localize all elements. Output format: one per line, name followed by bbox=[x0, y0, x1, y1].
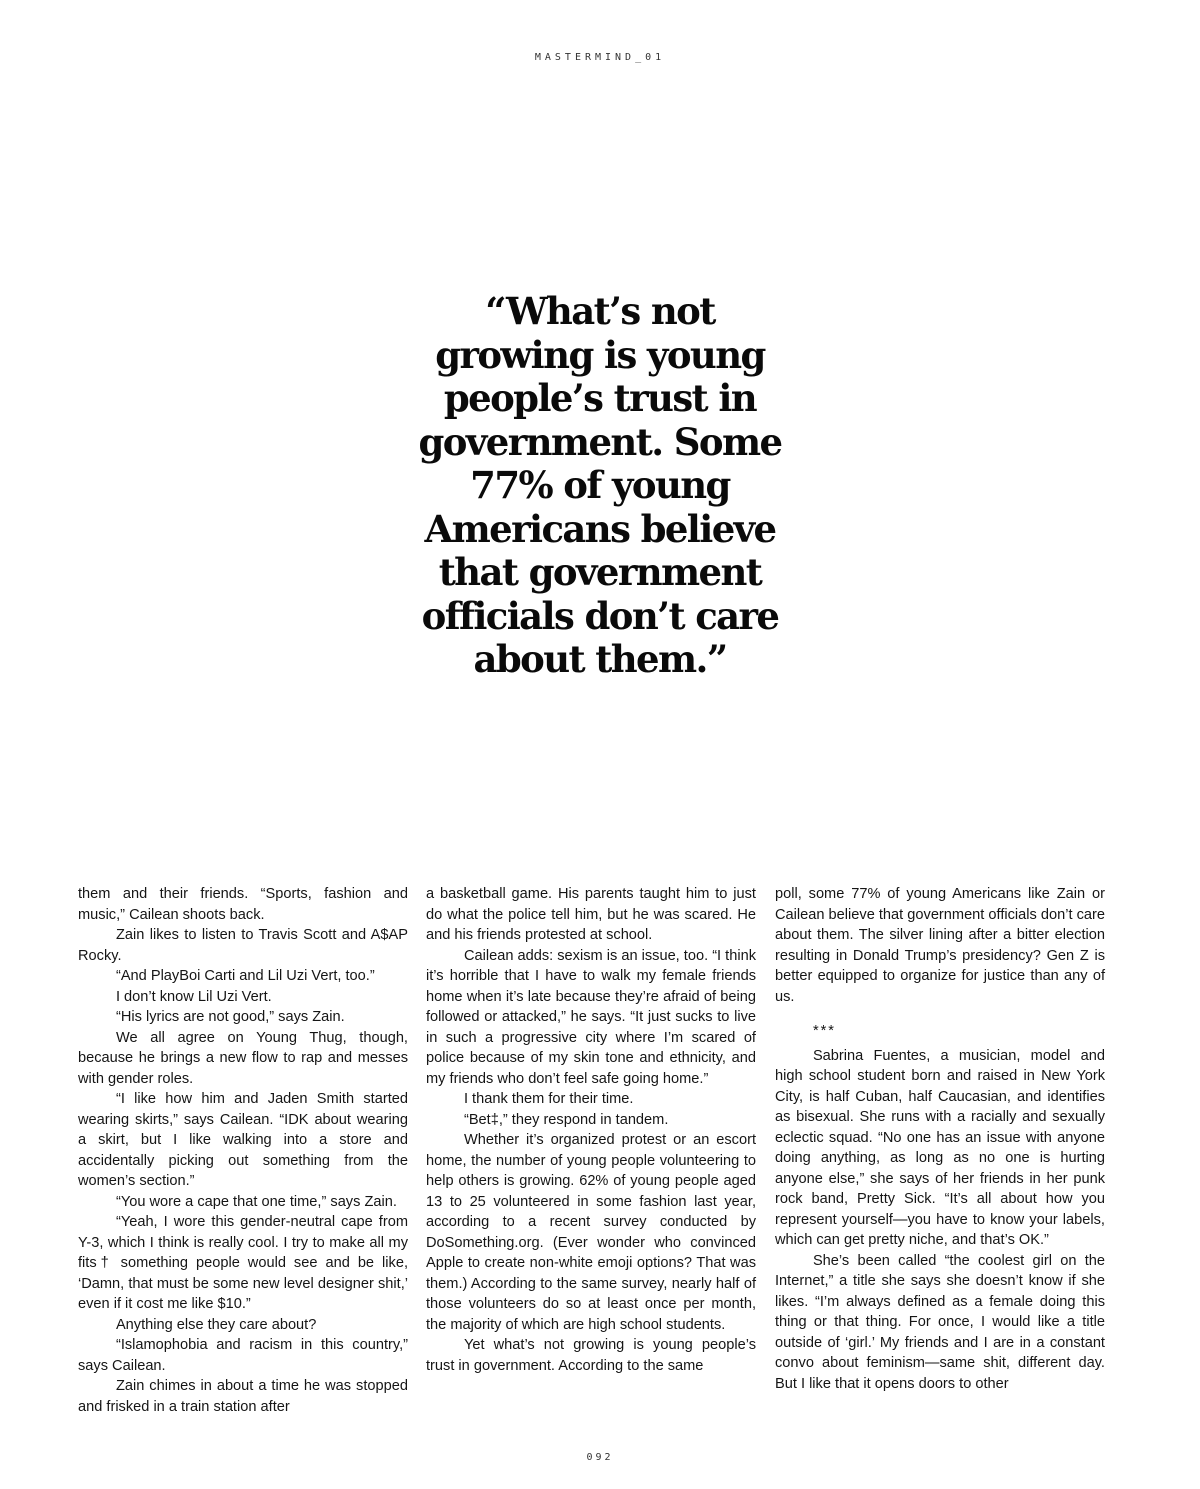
paragraph: a basketball game. His parents taught him to just do what the police tell him, but he was scared. He and his friends protested at school. bbox=[426, 886, 756, 943]
running-head: MASTERMIND_01 bbox=[534, 52, 666, 63]
paragraph: She’s been called “the coolest girl on the Internet,” a title she says she doesn’t know if she likes. “I’m always defined as a female doing this thing or that thing. For once, I would like a title outside of ‘girl.’ My friends and I are in a constant convo about feminism—same shit, different day. But I like that it opens doors to other bbox=[775, 1252, 1105, 1392]
pull-quote-line: growing is young bbox=[435, 332, 765, 377]
paragraph: “Islamophobia and racism in this country,” says Cailean. bbox=[78, 1337, 408, 1374]
paragraph: Whether it’s organized protest or an escort home, the number of young people volunteering to help others is growing. 62% of young people aged 13 to 25 volunteered in some fashion last year, according to a recent survey conducted by DoSomething.org. (Ever wonder who convinced Apple to create non-white emoji options? That was them.) According to the same survey, nearly half of those volunteers do so at least once per month, the majority of which are high school students. bbox=[426, 1132, 756, 1333]
paragraph: “Bet‡,” they respond in tandem. bbox=[463, 1111, 669, 1128]
pull-quote-line: officials don’t care bbox=[421, 593, 779, 638]
paragraph: poll, some 77% of young Americans like Zain or Cailean believe that government officials don’t care about them. The silver lining after a bitter election resulting in Donald Trump’s presidency? Gen Z is better equipped to organize for justice than any of us. bbox=[775, 886, 1105, 1005]
pull-quote-line: “What’s not bbox=[485, 289, 715, 333]
paragraph: Zain chimes in about a time he was stopped and frisked in a train station after bbox=[78, 1378, 408, 1415]
body-column-2 bbox=[426, 884, 756, 1376]
paragraph: “I like how him and Jaden Smith started wearing skirts,” says Cailean. “IDK about wearing a skirt, but I like walking into a store and accidentally picking out something from the women’s section.” bbox=[78, 1091, 408, 1189]
pull-quote-line: Americans believe bbox=[424, 506, 776, 551]
paragraph: I thank them for their time. bbox=[463, 1091, 634, 1107]
paragraph: Sabrina Fuentes, a musician, model and high school student born and raised in New York City, is half Cuban, half Caucasian, and identifies as bisexual. She runs with a racially and sexually eclectic squad. “No one has an issue with anyone doing anything, as long as no one is hurting anyone else,” she says of her friends in her punk rock band, Pretty Sick. “It’s all about how you represent yourself—you have to know your labels, which can get pretty niche, and that’s OK.” bbox=[775, 1047, 1105, 1248]
pull-quote bbox=[390, 290, 810, 682]
paragraph: them and their friends. “Sports, fashion and music,” Cailean shoots back. bbox=[78, 886, 408, 923]
paragraph: I don’t know Lil Uzi Vert. bbox=[115, 988, 272, 1005]
paragraph: Cailean adds: sexism is an issue, too. “I think it’s horrible that I have to walk my female friends home when it’s late because they’re afraid of being followed or attacked,” he says. “It just sucks to live in such a progressive city where I’m scared of police because of my skin tone and ethnicity, and my friends who don’t feel safe going home.” bbox=[426, 947, 756, 1087]
paragraph: “Yeah, I wore this gender-neutral cape from Y-3, which I think is really cool. I try to make all my fits† something people would see and be like, ‘Damn, that must be some new level designer shit,’ even if it cost me like $10.” bbox=[78, 1214, 408, 1312]
body-column-3 bbox=[775, 884, 1105, 1394]
paragraph: “And PlayBoi Carti and Lil Uzi Vert, too.” bbox=[115, 968, 375, 984]
body-column-1 bbox=[78, 884, 408, 1417]
pull-quote-line: government. Some bbox=[418, 419, 782, 464]
pull-quote-line: about them.” bbox=[473, 637, 727, 681]
paragraph: We all agree on Young Thug, though, because he brings a new flow to rap and messes with gender roles. bbox=[78, 1029, 408, 1087]
pull-quote-line: people’s trust in bbox=[443, 376, 757, 420]
section-break: *** bbox=[812, 1023, 836, 1039]
pull-quote-line: that government bbox=[438, 550, 762, 594]
pull-quote-line: 77% of young bbox=[470, 463, 730, 507]
paragraph: “His lyrics are not good,” says Zain. bbox=[115, 1009, 345, 1025]
page-number: 092 bbox=[586, 1452, 614, 1463]
paragraph: Yet what’s not growing is young people’s trust in government. According to the same bbox=[426, 1337, 756, 1374]
paragraph: Zain likes to listen to Travis Scott and A$AP Rocky. bbox=[78, 927, 408, 964]
paragraph: Anything else they care about? bbox=[115, 1316, 317, 1333]
paragraph: “You wore a cape that one time,” says Zain. bbox=[115, 1193, 397, 1210]
